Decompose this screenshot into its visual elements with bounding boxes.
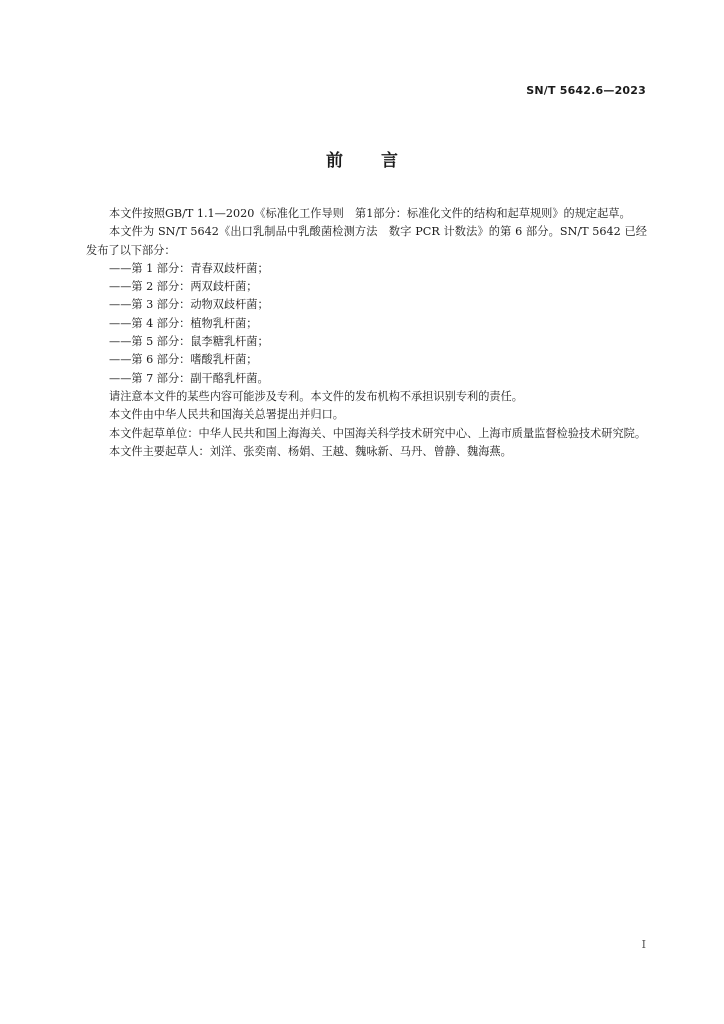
paragraph-proposer: 本文件由中华人民共和国海关总署提出并归口。 xyxy=(109,408,344,422)
list-item-part-7: ——第 7 部分：副干酪乳杆菌。 xyxy=(109,371,269,385)
list-item-part-3: ——第 3 部分：动物双歧杆菌； xyxy=(109,298,269,312)
list-item-part-5: ——第 5 部分：鼠李糖乳杆菌； xyxy=(109,335,269,349)
paragraph-series-intro: 本文件为 SN/T 5642《出口乳制品中乳酸菌检测方法 数字 PCR 计数法》的第 6 部分。SN/T 5642 已经发布了以下部分： xyxy=(86,225,647,257)
list-item-part-4: ——第 4 部分：植物乳杆菌； xyxy=(109,316,258,330)
paragraph-drafters: 本文件主要起草人：刘洋、张奕南、杨娟、王越、魏咏新、马丹、曾静、魏海燕。 xyxy=(109,444,512,458)
paragraph-drafting-units: 本文件起草单位：中华人民共和国上海海关、中国海关科学技术研究中心、上海市质量监督检验技术研究院。 xyxy=(109,426,647,440)
foreword-body xyxy=(86,205,647,461)
paragraph-patent-notice: 请注意本文件的某些内容可能涉及专利。本文件的发布机构不承担识别专利的责任。 xyxy=(109,389,523,403)
list-item-part-1: ——第 1 部分：青春双歧杆菌； xyxy=(109,261,269,275)
standard-number: SN/T 5642.6—2023 xyxy=(526,84,646,97)
paragraph-drafting-rules: 本文件按照GB/T 1.1—2020《标准化工作导则 第1部分：标准化文件的结构和起草规则》的规定起草。 xyxy=(109,207,631,220)
list-item-part-2: ——第 2 部分：两双歧杆菌； xyxy=(109,280,258,294)
list-item-part-6: ——第 6 部分：嗜酸乳杆菌； xyxy=(109,353,258,367)
page-number: I xyxy=(641,938,646,951)
page-title: 前言 xyxy=(326,151,436,171)
